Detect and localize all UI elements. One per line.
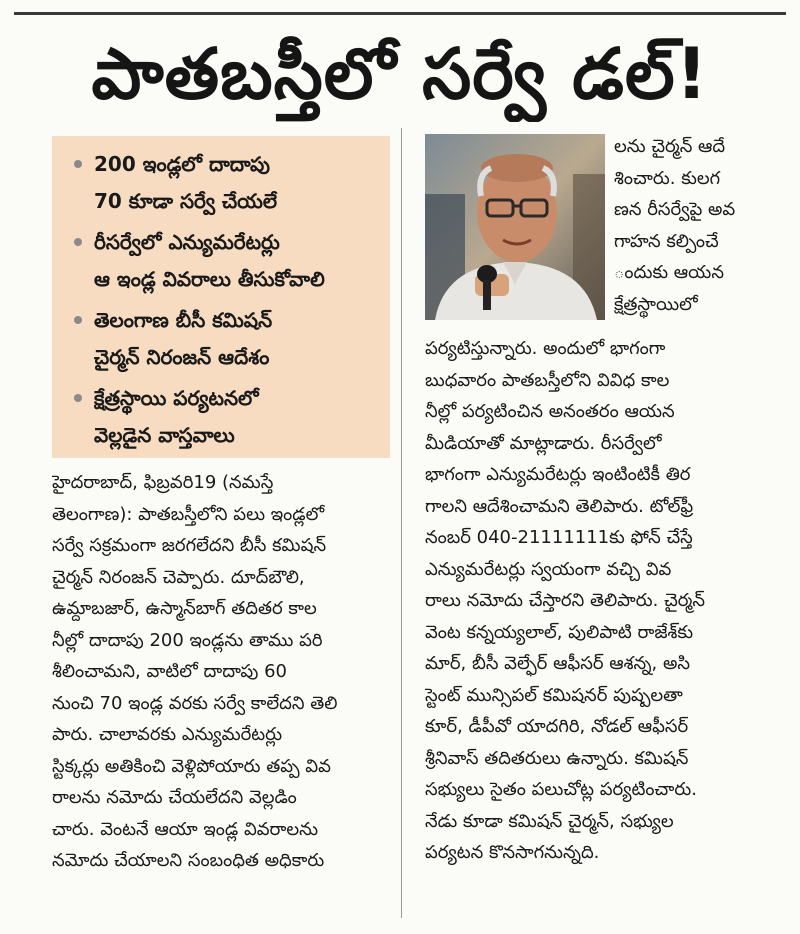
highlights-box [52, 136, 390, 458]
highlight-item [74, 302, 380, 376]
column-divider [401, 128, 402, 918]
bullet-icon [74, 238, 82, 246]
bullet-icon [74, 394, 82, 402]
article-right-column-bottom: పర్యటిస్తున్నారు. అందులో భాగంగా బుధవారం పాతబస్తీలోని వివిధ కాల నీల్లో పర్యటించిన అనంతరం ఆయన మీడియాతో మాట్లాడారు. రీసర్వేలో భాగంగా ఎన్యుమరేటర్లు ఇంటింటికీ తిర గాలని ఆదేశించామని తెలిపారు. టోల్‌ఫ్రీ నంబర్ 040-21111111కు ఫోన్ చేస్తే ఎన్యుమరేటర్లు స్వయంగా వచ్చి వివ రాలు నమోదు చేస్తారని తెలిపారు. చైర్మన్ వెంట కన్నయ్యలాల్, పులిపాటి రాజేశ్‌కు మార్, బీసీ వెల్ఫేర్ ఆఫీసర్ ఆశన్న, అసి స్టెంట్ మున్సిపల్ కమిషనర్ పుష్పలతా కూర్, డీపీవో యాదగిరి, నోడల్ ఆఫీసర్ శ్రీనివాస్ తదితరులు ఉన్నారు. కమిషన్ సభ్యులు సైతం పలుచోట్ల పర్యటించారు. నేడు కూడా కమిషన్ చైర్మన్, సభ్యుల పర్యటన కొనసాగనున్నది. [425, 338, 706, 863]
highlight-item [74, 146, 380, 220]
bullet-icon [74, 160, 82, 168]
portrait-image [425, 134, 605, 320]
highlight-text: 200 ఇండ్లలో దాదాపు 70 కూడా సర్వే చేయలే [94, 152, 278, 213]
headline: పాతబస్తీలో సర్వే డల్! [91, 33, 709, 115]
highlight-item [74, 224, 380, 298]
bullet-icon [74, 316, 82, 324]
top-rule [14, 12, 786, 15]
article-right-column-top: లను చైర్మన్ ఆదే శించారు. కులగ ణన రీసర్వేపై అవ గాహన కల్పించే ందుకు ఆయన క్షేత్రస్థాయిలో [614, 136, 736, 315]
highlight-text: రీసర్వేలో ఎన్యుమరేటర్లు ఆ ఇండ్ల వివరాలు తీసుకోవాలి [94, 230, 325, 291]
highlight-text: క్షేత్రస్థాయి పర్యటనలో వెల్లడైన వాస్తవాలు [94, 386, 259, 447]
highlight-text: తెలంగాణ బీసీ కమిషన్ చైర్మన్ నిరంజన్ ఆదేశం [94, 308, 273, 369]
highlight-item [74, 380, 380, 454]
article-left-column: హైదరాబాద్, ఫిబ్రవరి19 (నమస్తే తెలంగాణ): పాతబస్తీలోని పలు ఇండ్లలో సర్వే సక్రమంగా జరగలేదని బీసీ కమిషన్ చైర్మన్ నిరంజన్ చెప్పారు. దూద్‌బౌలి, ఉమ్దాబజార్, ఉస్మాన్‌బాగ్ తదితర కాల నీల్లో దాదాపు 200 ఇండ్లను తాము పరి శీలించామని, వాటిలో దాదాపు 60 నుంచి 70 ఇండ్ల వరకు సర్వే కాలేదని తెలి పారు. చాలావరకు ఎన్యుమరేటర్లు స్టిక్కర్లు అతికించి వెళ్లిపోయారు తప్ప వివ రాలను నమోదు చేయలేదని వెల్లడిం చారు. వెంటనే ఆయా ఇండ్ల వివరాలను నమోదు చేయాలని సంబంధిత అధికారు [52, 472, 338, 871]
chairman-photo [425, 134, 605, 320]
